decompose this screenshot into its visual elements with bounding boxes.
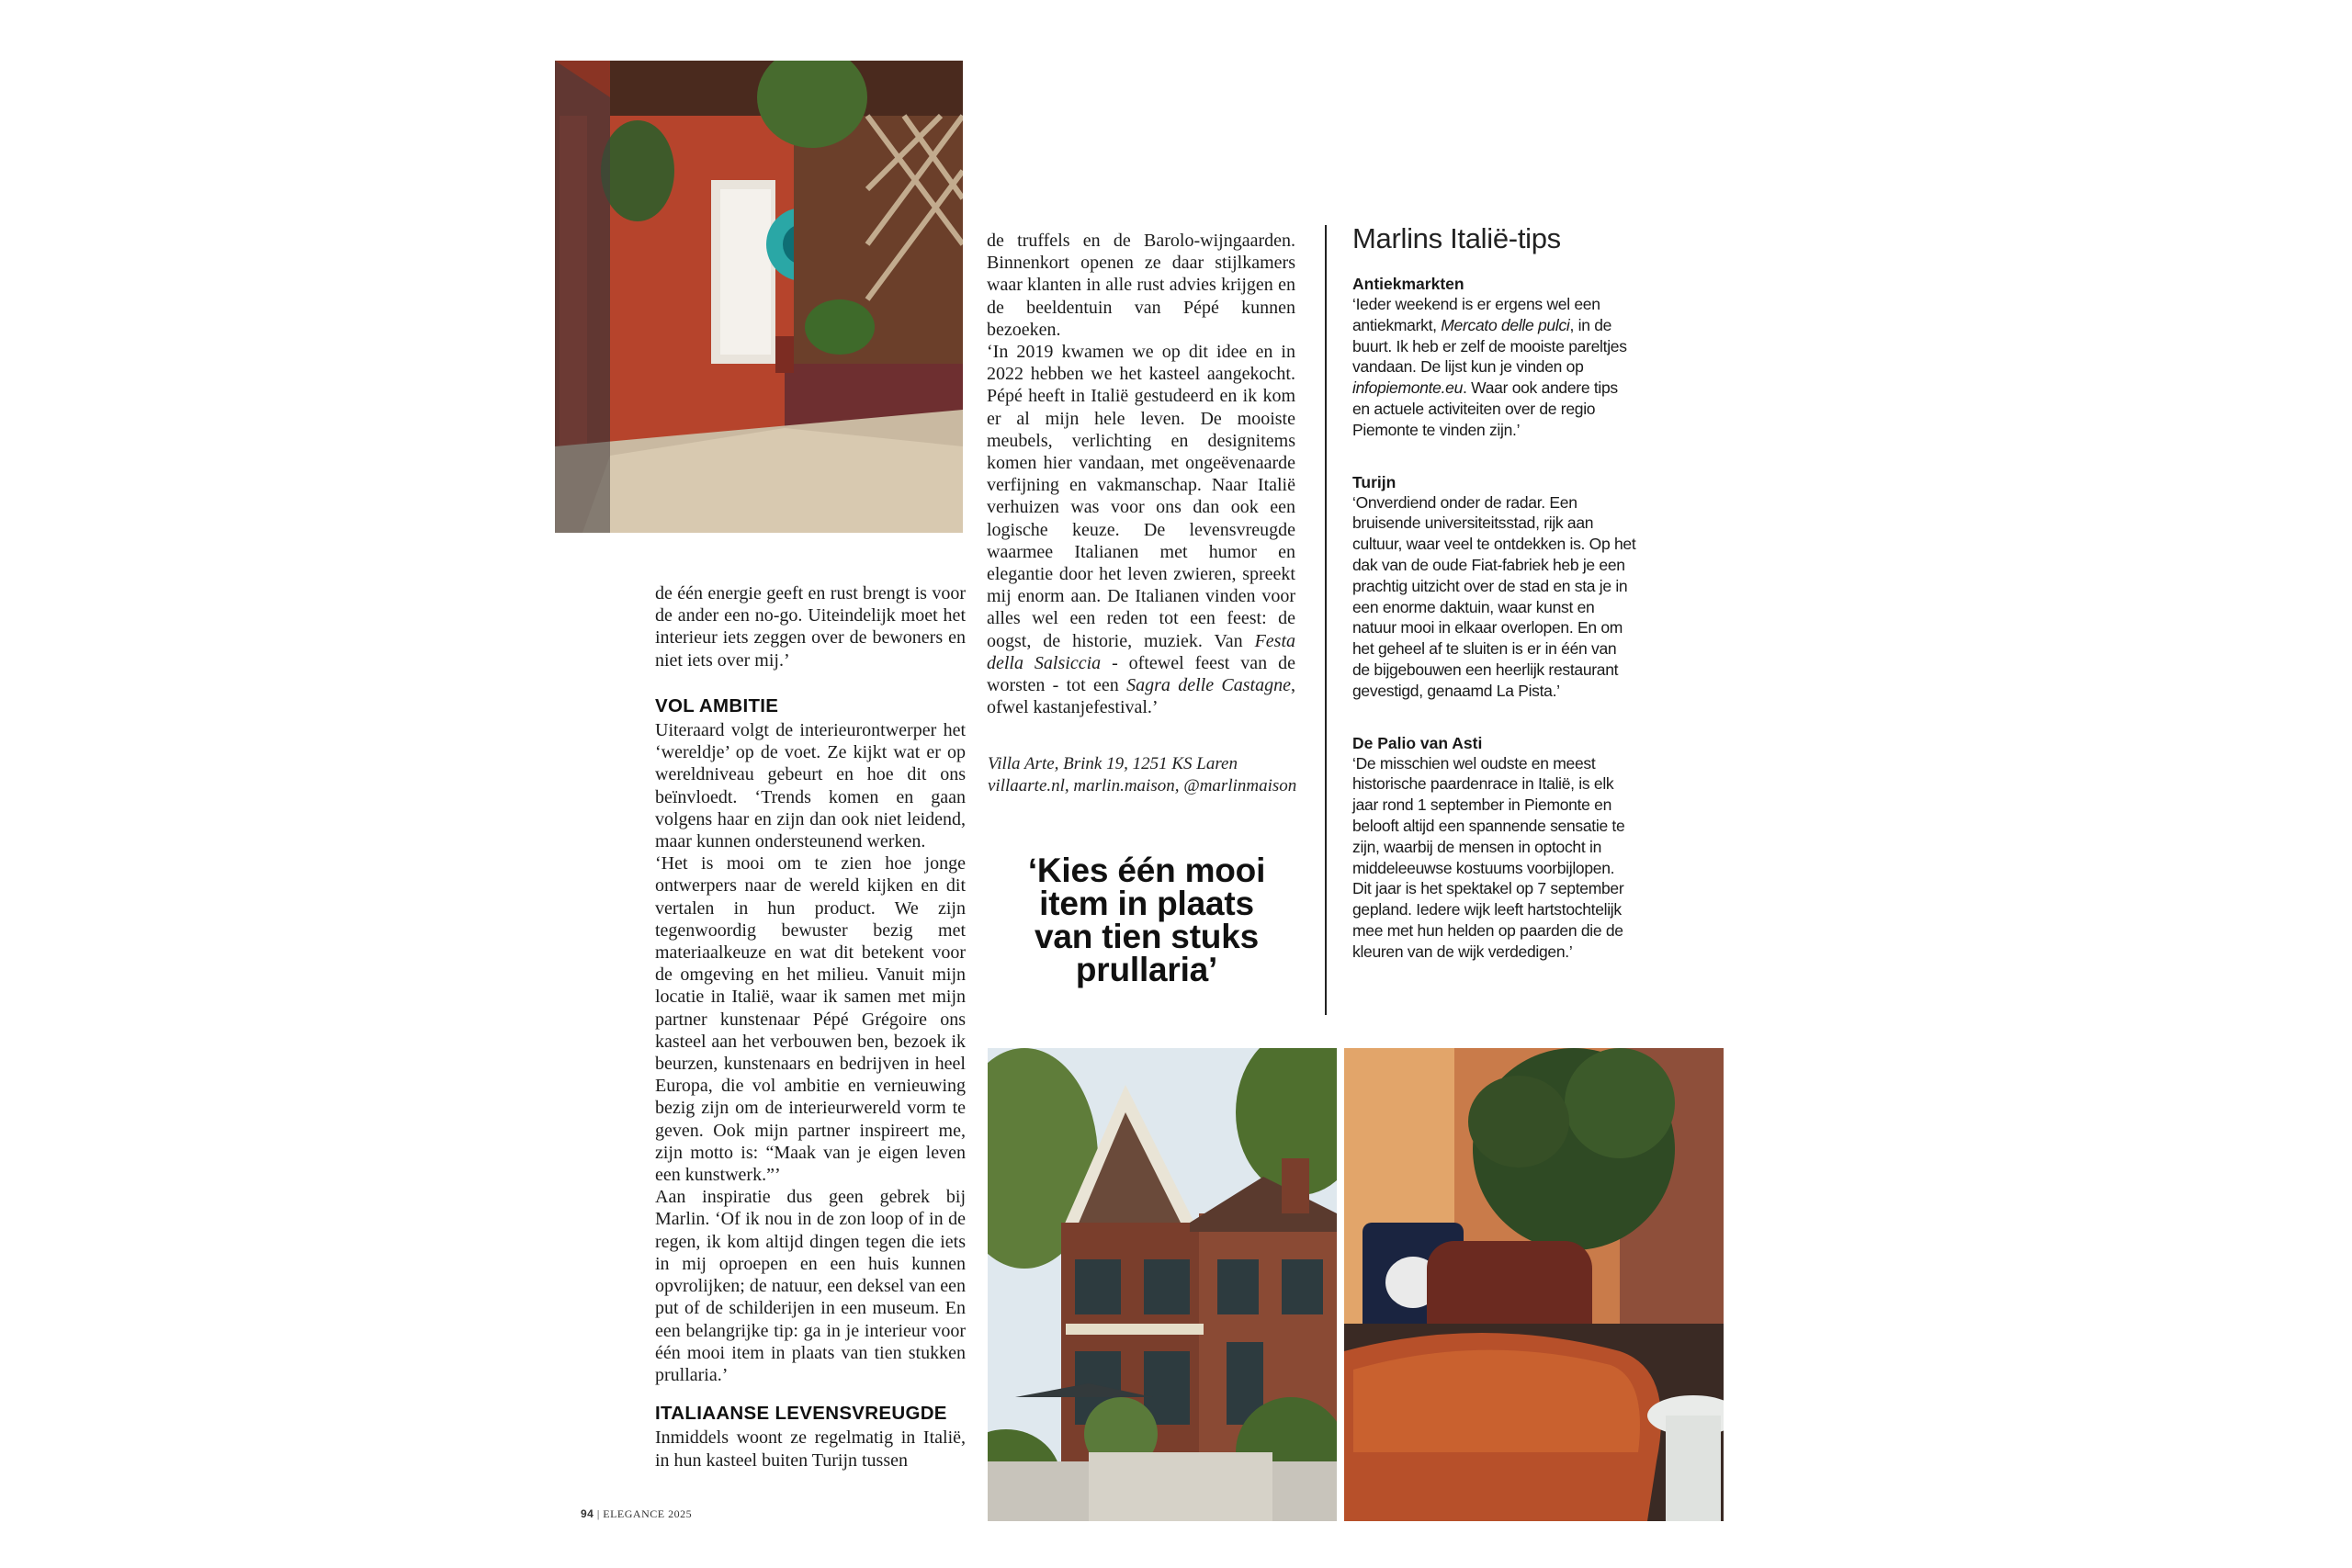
paragraph: Aan inspiratie dus geen gebrek bij Marlin. ‘Of ik nou in de zon loop of in de regen, ik kom altijd dingen tegen die iets in mij oproepen en een huis kunnen opvrolijken; de natuur, een deksel van een put of de schilderijen in een museum. En een belangrijke tip: ga in je interieur voor één mooi item in plaats van tien stukken prullaria.’ [655, 1187, 966, 1385]
tip-palio-van-asti [1352, 733, 1637, 963]
article-column-middle [987, 230, 1295, 718]
paragraph: ‘In 2019 kwamen we op dit idee en in 2022 hebben we het kasteel aangekocht. Pépé heeft in Italië gestudeerd en ik kom er al mijn hele leven. De mooiste meubels, verlichting en designitems komen hier vandaan, met ongeëvenaarde verfijning en vakmanschap. Naar Italië verhuizen was voor ons dan ook een logische keuze. De levensvreugde waarmee Italianen met humor en elegantie door het leven zwieren, spreekt mij enorm aan. De Italianen vinden voor alles wel een reden tot een feest: de oogst, de historie, muziek. Van Festa della Salsiccia - oftewel feest van de worsten - tot een Sagra delle Castagne, ofwel kastanjefestival.’ [987, 342, 1295, 718]
page-folio [581, 1507, 692, 1521]
tip-heading: Turijn [1352, 472, 1396, 491]
lounge-interior-photo [1344, 1048, 1724, 1521]
paragraph: de één energie geeft en rust brengt is voor de ander een no-go. Uiteindelijk moet het interieur iets zeggen over de bewoners en niet iets over mij.’ [655, 583, 966, 671]
tips-title: Marlins Italië-tips [1352, 222, 1561, 254]
interior-hallway-photo [555, 61, 963, 533]
pull-quote: ‘Kies één mooi item in plaats van tien stuks prullaria’ [1027, 852, 1266, 988]
credit-address: Villa Arte, Brink 19, 1251 KS Laren [988, 754, 1238, 773]
tip-heading: Antiekmarkten [1352, 275, 1464, 293]
tip-antiekmarkten [1352, 274, 1637, 441]
tip-turijn [1352, 472, 1637, 702]
tip-heading: De Palio van Asti [1352, 733, 1483, 752]
address-credit [988, 753, 1300, 797]
section-heading-ambitie: VOL AMBITIE [655, 694, 779, 716]
tip-text: ‘Ieder weekend is er ergens wel een antiekmarkt, Mercato delle pulci, in de buurt. Ik heb er zelf de mooiste pareltjes vandaan. De lijst kun je vinden op infopiemonte.eu. Waar ook andere tips en actuele activiteiten over de regio Piemonte te vinden zijn.’ [1352, 295, 1627, 439]
italy-tips-sidebar [1352, 222, 1637, 994]
paragraph: Uiteraard volgt de interieurontwerper het ‘wereldje’ op de voet. Ze kijkt wat er op wereldniveau gebeurt en hoe dit ons beïnvloedt. ‘Trends komen en gaan volgens haar en zijn dan ook niet leidend, maar kunnen ondersteunend werken. [655, 720, 966, 852]
article-column-left [655, 582, 966, 1472]
paragraph: ‘Het is mooi om te zien hoe jonge ontwerpers naar de wereld kijken en dit vertalen in hun product. We zijn tegenwoordig bewuster bezig met materiaalkeuze en wat dit betekent voor de omgeving en het milieu. Vanuit mijn locatie in Italië, waar ik samen met mijn partner kunstenaar Pépé Grégoire ons kasteel aan het verbouwen ben, bezoek ik beurzen, kunstenaars en bedrijven in heel Europa, die vol ambitie en vernieuwing bezig zijn om de interieurwereld vorm te geven. Ook mijn partner inspireert me, zijn motto is: “Maak van je eigen leven een kunstwerk.”’ [655, 853, 966, 1186]
column-divider [1325, 225, 1327, 1015]
magazine-name: ELEGANCE 2025 [603, 1507, 693, 1520]
tip-text: ‘Onverdiend onder de radar. Een bruisende universiteitsstad, rijk aan cultuur, waar veel te ontdekken is. Op het dak van de oude Fiat-fabriek heb je een prachtig uitzicht over de stad en sta je in een enorme daktuin, waar kunst en natuur mooi in elkaar overlopen. En om het geheel af te sluiten is er in één van de bijgebouwen een heerlijk restaurant gevestigd, genaamd La Pista.’ [1352, 492, 1636, 700]
tip-text: ‘De misschien wel oudste en meest historische paardenrace in Italië, is elk jaar rond 1 september in Piemonte en belooft altijd een spannende sensatie te zijn, waarbij de mensen in optocht in middeleeuwse kostuums voorbijlopen. Dit jaar is het spektakel op 7 september gepland. Iedere wijk leeft hartstochtelijk mee met hun helden op paarden die de kleuren van de wijk verdedigen.’ [1352, 753, 1625, 961]
section-heading-levensvreugde: ITALIAANSE LEVENSVREUGDE [655, 1403, 947, 1425]
paragraph: de truffels en de Barolo-wijngaarden. Binnenkort openen ze daar stijlkamers waar klanten in alle rust advies krijgen en de beeldentuin van Pépé kunnen bezoeken. [987, 231, 1295, 340]
paragraph: Inmiddels woont ze regelmatig in Italië, in hun kasteel buiten Turijn tussen [655, 1427, 966, 1471]
folio-separator-icon: | [596, 1507, 600, 1520]
villa-exterior-photo [988, 1048, 1337, 1521]
credit-links: villaarte.nl, marlin.maison, @marlinmaison [988, 776, 1297, 795]
page-number: 94 [581, 1507, 594, 1520]
